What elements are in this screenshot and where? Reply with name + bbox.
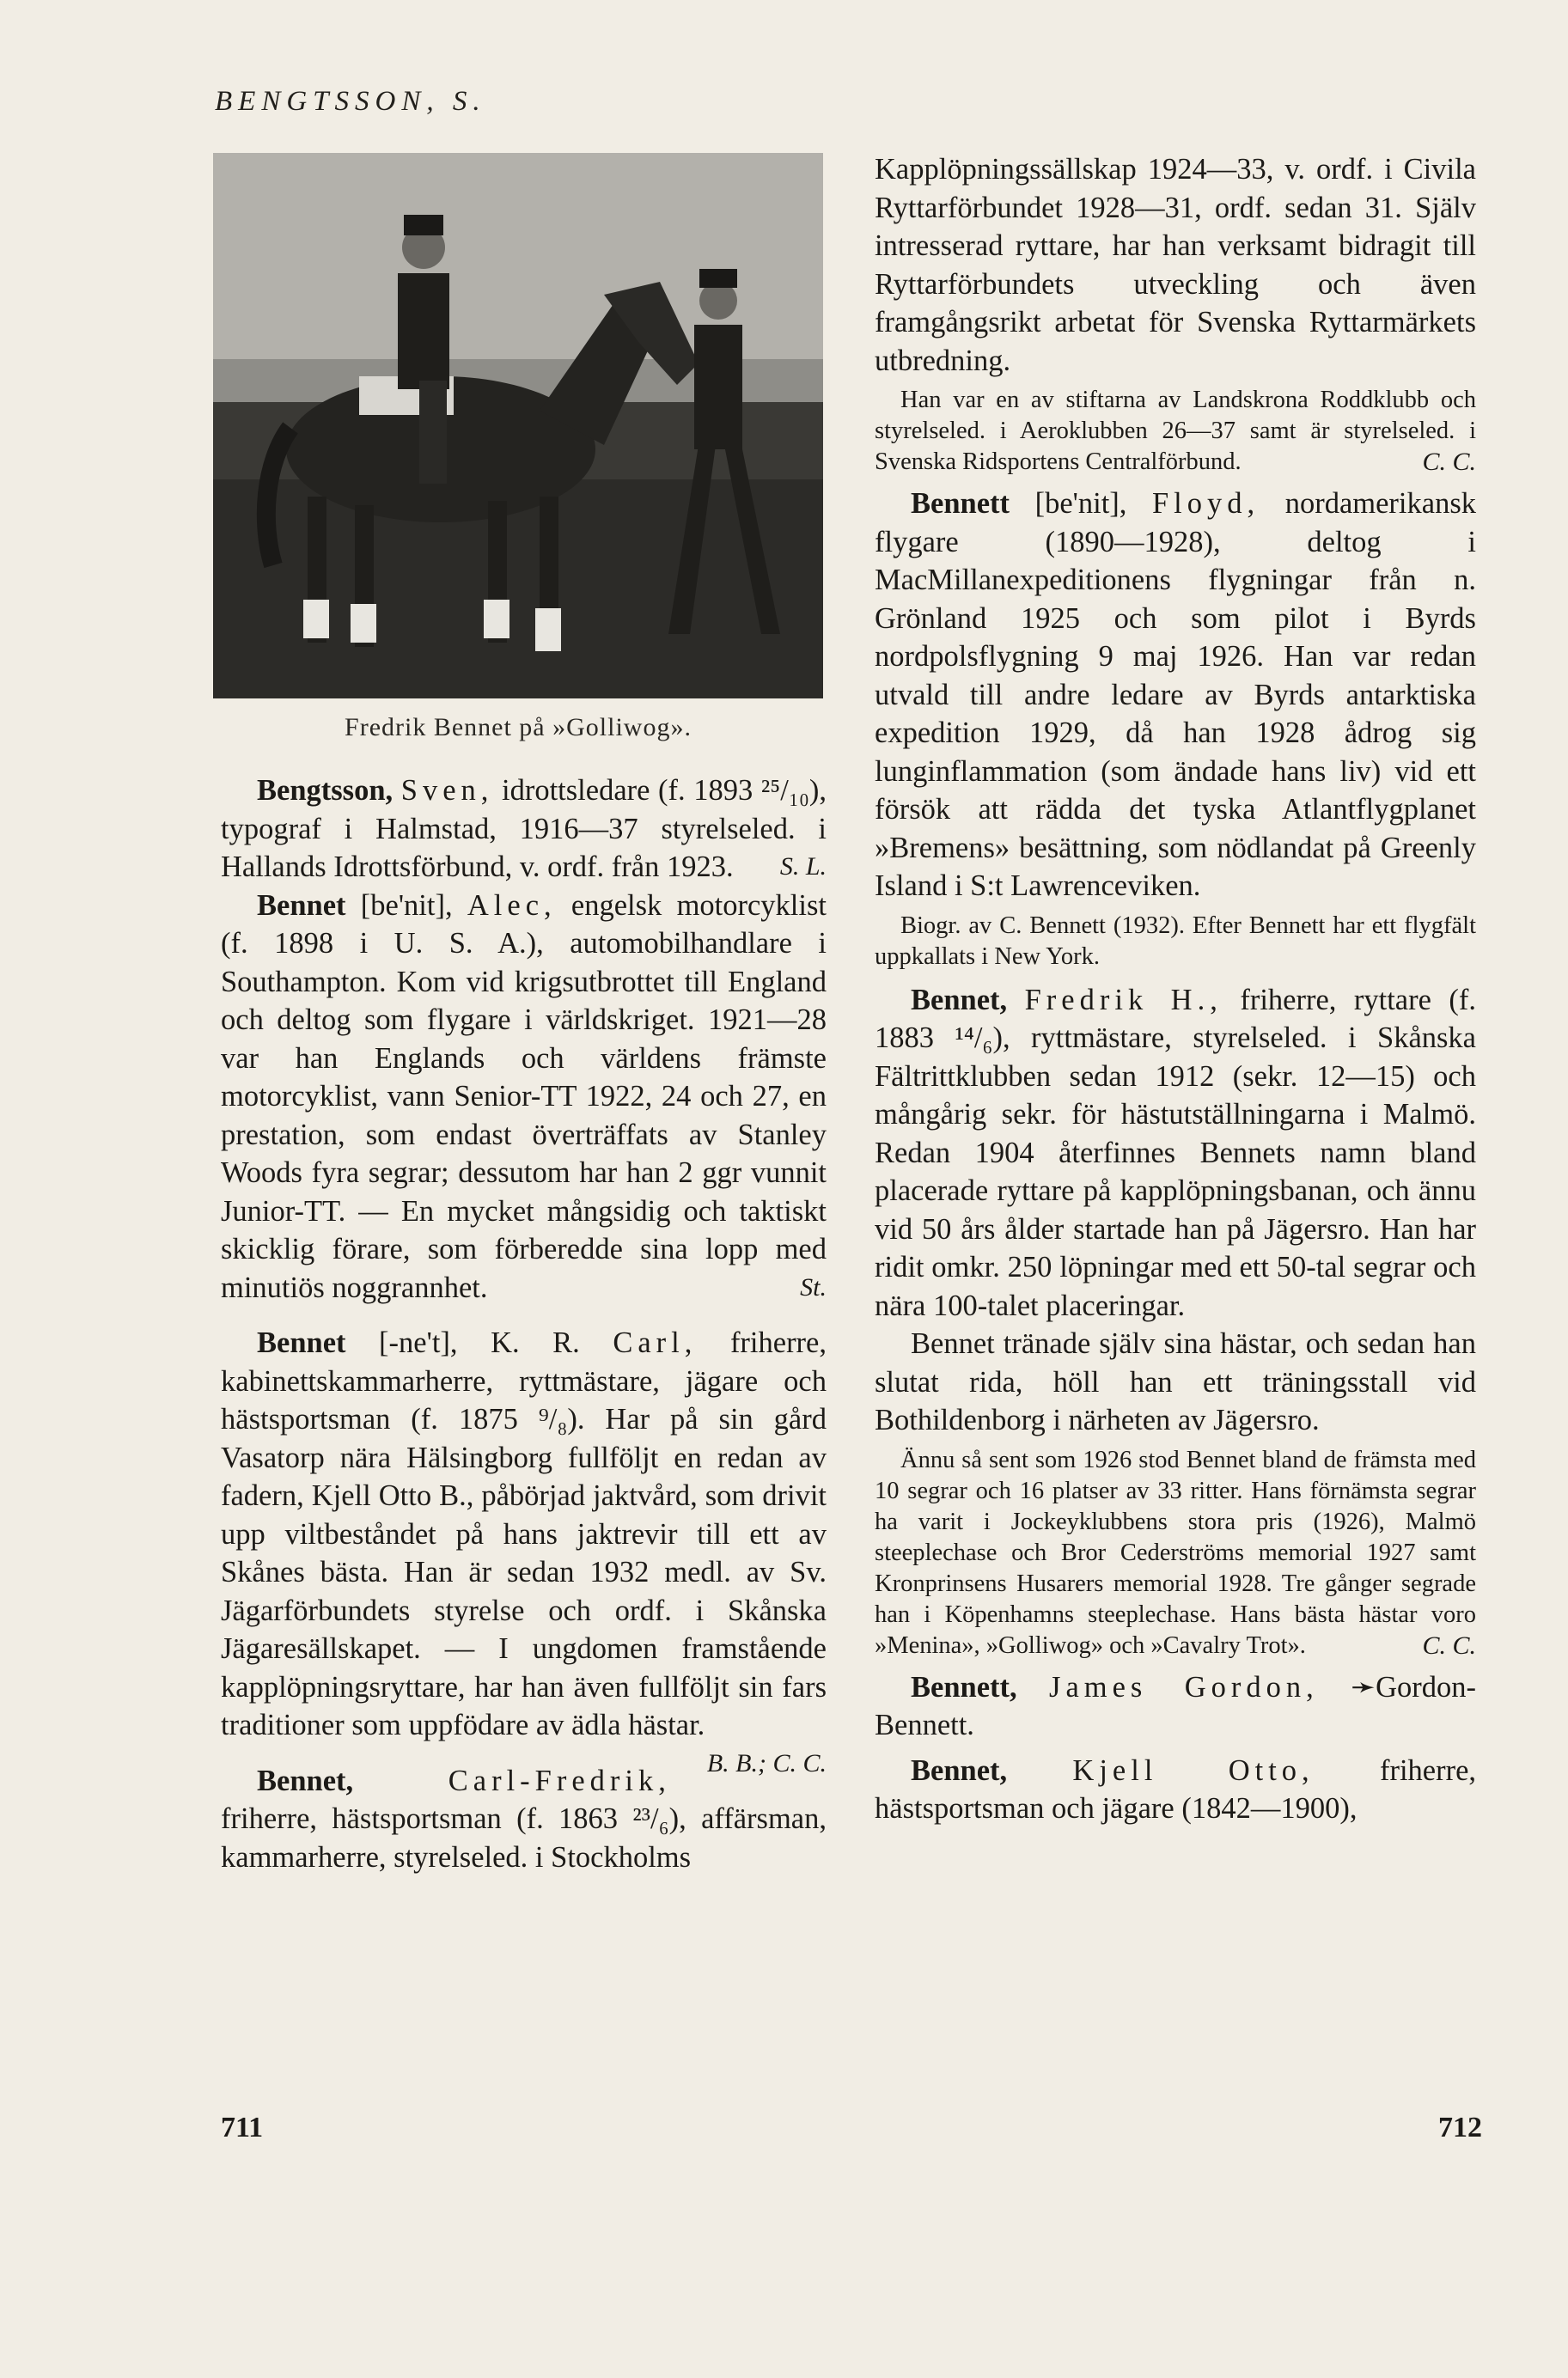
running-head: BENGTSSON, S. [215, 86, 486, 117]
entry-given-name: Carl, [613, 1326, 698, 1359]
entry-headword: Bennet, [911, 1753, 1008, 1787]
entry-bennet-carl [221, 1324, 827, 1777]
entry-headword: Bennett [911, 487, 1010, 520]
entry-text: friherre, ryttare (f. 1883 ¹⁴/₆), ryttmästare, styrelseled. i Skånska Fältrittklubben sedan 1912 (sekr. 12—15) och mångårig sekr. för hästutställningarna i Malmö. Redan 1904 återfinnes Bennets namn bland placerade ryttare på kapplöpningsbanan, och ännu vid 50 års ålder startade han på Jägersro. Han har ridit omkr. 250 löpningar med ett 50-tal segrar och nära 100-talet placeringar. [875, 983, 1477, 1322]
entry-bennet-fredrik [875, 981, 1476, 1326]
entry-signature: C. C. [1422, 448, 1476, 476]
entry-headword: Bennet, [911, 983, 1008, 1016]
entry-bennet-kjell-otto [875, 1752, 1476, 1828]
entry-text: engelsk motorcyklist (f. 1898 i U. S. A.), automobilhandlare i Southampton. Kom vid krigsutbrottet till England och deltog som flygare i världskriget. 1921—28 var han Englands och världens främste motorcyklist, vann Senior-TT 1922, 24 och 27, en prestation, som endast överträffats av Stanley Woods fyra segrar; dessutom har han 2 ggr vunnit Junior-TT. — En mycket mångsidig och taktiskt skicklig förare, som förberedde sina lopp med minutiös noggrannhet. [221, 888, 827, 1304]
entry-given-name: Sven, [400, 774, 494, 807]
entry-text: friherre, hästsportsman och jägare (1842—1900), [875, 1753, 1477, 1825]
photo-horse-rider-icon [213, 153, 823, 698]
entry-headword: Bennet, [257, 1764, 354, 1797]
photo-illustration [213, 153, 823, 698]
entry-signature: C. C. [1422, 1631, 1476, 1660]
entry-pronunciation: [be'nit], [1010, 487, 1152, 520]
entry-text: nordamerikansk flygare (1890—1928), deltog i MacMillanexpeditionens flygningar från n. Grönland 1925 och som pilot i Byrds nordpolsflygning 9 maj 1926. Han var redan utvald till andre ledare av Byrds antarktiska expedition 1929, då han 1928 ådrog sig lunginflammation (som ändade hans liv) vid ett försök att rädda det tyska Atlantflygplanet »Bremens» besättning, som nödlandat på Greenly Island i S:t Lawrenceviken. [875, 487, 1476, 902]
entry-crossref: ➛Gordon-Bennett. [875, 1670, 1476, 1741]
page-number-left: 711 [221, 2112, 264, 2143]
entry-signature: S. L. [779, 852, 827, 881]
entry-text: idrottsledare (f. 1893 ²⁵/₁₀), typograf i Halmstad, 1916—37 styrelseled. i Hallands Idrottsförbund, v. ordf. från 1923. [221, 774, 827, 883]
entry-bennett-floyd [875, 485, 1476, 905]
entry-headword: Bennet [257, 1326, 346, 1359]
entry-headword: Bengtsson, [257, 774, 394, 807]
entry-headword: Bennet [257, 888, 346, 922]
entry-signature: St. [800, 1272, 827, 1302]
entry-pronunciation: [be'nit], [345, 888, 467, 922]
entry-paragraph: Bennet tränade själv sina hästar, och sedan han slutat rida, höll han ett träningsstall vid Bothildenborg i närheten av Jägersro. [875, 1327, 1476, 1436]
entry-continuation: Kapplöpningssällskap 1924—33, v. ordf. i Civila Ryttarförbundet 1928—31, ordf. sedan 31. Själv intresserad ryttare, har han verksamt bidragit till Ryttarförbundets utveckling och även framgångsrikt arbetat för Svenska Ryttarmärkets utbredning. [875, 153, 1476, 377]
entry-given-name: Fredrik H., [1024, 983, 1223, 1016]
entry-given-name: Kjell Otto, [1072, 1753, 1315, 1787]
left-column [221, 771, 827, 1876]
entry-small-text: Ännu så sent som 1926 stod Bennet bland de främsta med 10 segrar och 16 platser av 33 ritter. Hans förnämsta segrar ha varit i Jockeyklubbens stora pris (1926), Malmö steeplechase och Bror Cederströms memorial 1927 samt Kronprinsens Husarers memorial 1928. Tre gånger segrade han i Köpenhamns steeplechase. Hans bästa hästar voro »Menina», »Golliwog» och »Cavalry Trot». [875, 1446, 1476, 1659]
entry-small-print [875, 385, 1476, 478]
entry-signature: B. B.; C. C. [706, 1748, 827, 1777]
entry-headword: Bennett, [911, 1670, 1017, 1704]
entry-small-text: Han var en av stiftarna av Landskrona Roddklubb och styrelseled. i Aeroklubben 26—37 samt är styrelseled. i Svenska Ridsportens Centralförbund. [875, 387, 1476, 475]
page-number-right: 712 [1438, 2112, 1482, 2143]
entry-pronunciation: [-ne't], K. R. [345, 1326, 613, 1359]
right-column [875, 150, 1476, 1828]
entry-text: friherre, kabinettskammarherre, ryttmästare, jägare och hästsportsman (f. 1875 ⁹/₈). Har på sin gård Vasatorp nära Hälsingborg fullföljt en redan av fadern, Kjell Otto B., påbörjad jaktvård, som drivit upp viltbeståndet på hans jaktrevir till ett av Skånes bästa. Han är sedan 1932 medl. av Sv. Jägarförbundets styrelse och ordf. i Skånska Jägaresällskapet. — I ungdomen framstående kapplöpningsryttare, har han även fullföljt sin fars traditioner som uppfödare av ädla hästar. [221, 1326, 827, 1741]
entry-small-print [875, 1445, 1476, 1662]
entry-given-name: Floyd, [1151, 487, 1260, 520]
entry-bennett-james-gordon [875, 1668, 1476, 1745]
entry-text: friherre, hästsportsman (f. 1863 ²³/₆), affärsman, kammarherre, styrelseled. i Stockholms [221, 1802, 827, 1874]
entry-given-name: Carl-Fredrik, [448, 1764, 671, 1797]
photo-caption: Fredrik Bennet på »Golliwog». [345, 713, 692, 741]
entry-bengtsson-sven [221, 771, 827, 887]
entry-bennet-alec [221, 887, 827, 1308]
entry-given-name: Alec, [467, 888, 557, 922]
entry-given-name: James Gordon, [1049, 1670, 1319, 1704]
entry-small-print: Biogr. av C. Bennett (1932). Efter Bennett har ett flygfält uppkallats i New York. [875, 912, 1476, 970]
